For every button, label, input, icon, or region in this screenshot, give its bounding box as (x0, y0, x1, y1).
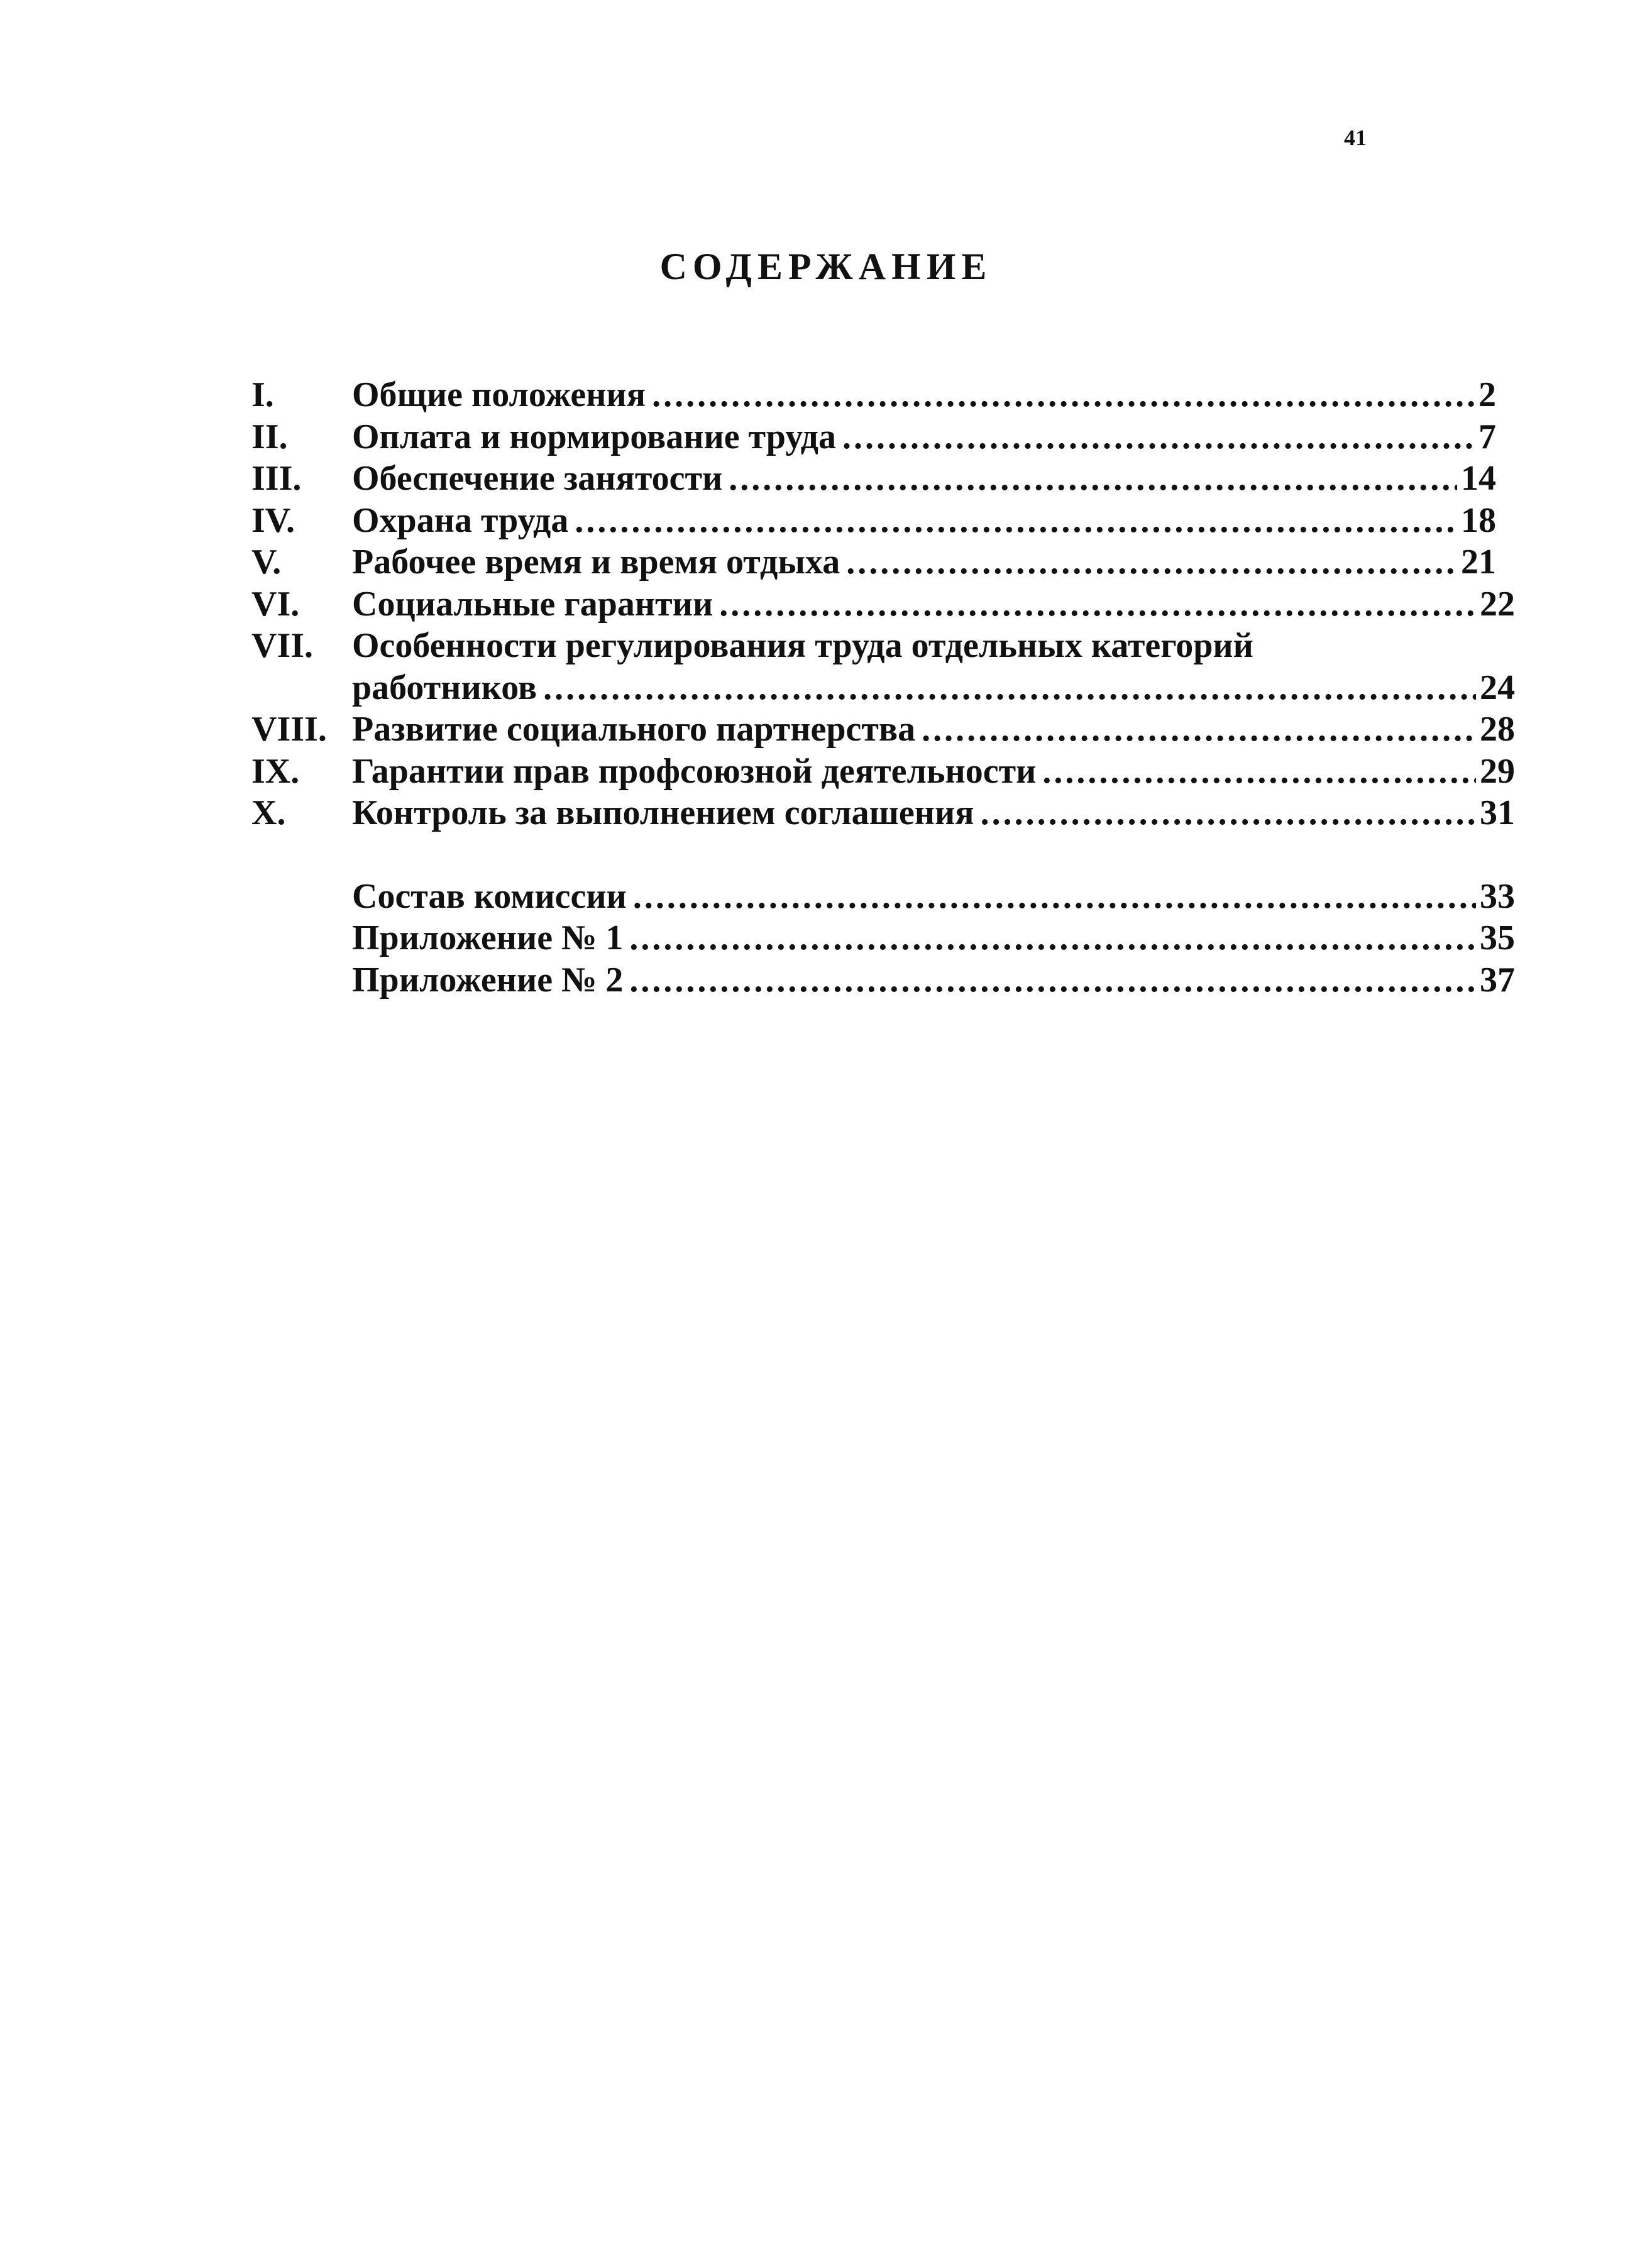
section-title: Контроль за выполнением соглашения (352, 793, 974, 832)
toc-entry (352, 500, 1496, 542)
toc-row (251, 708, 1515, 751)
dot-leader (633, 876, 1476, 918)
appendix-title: Приложение № 2 (352, 960, 624, 1000)
toc-entry (352, 416, 1496, 458)
toc-row (251, 583, 1515, 626)
toc-entry (352, 458, 1496, 500)
section-numeral: X. (251, 793, 286, 832)
toc-entry (352, 708, 1515, 751)
appendix-title: Состав комиссии (352, 876, 627, 916)
section-numeral: VIII. (251, 710, 327, 749)
toc-entry (352, 876, 1515, 918)
page-title: СОДЕРЖАНИЕ (659, 246, 993, 287)
toc-entry (352, 374, 1496, 416)
toc-row (251, 751, 1515, 793)
section-numeral: VI. (251, 584, 300, 624)
dot-leader (846, 541, 1457, 583)
toc-row (251, 625, 1515, 667)
section-page: 2 (1479, 375, 1496, 414)
toc-entry (352, 667, 1515, 709)
dot-leader (981, 792, 1476, 834)
dot-leader (922, 708, 1476, 751)
toc-row (251, 458, 1515, 500)
toc-entry (352, 583, 1515, 626)
section-numeral: V. (251, 543, 282, 582)
dot-leader (1042, 751, 1476, 793)
section-title: Рабочее время и время отдыха (352, 543, 840, 582)
toc-entry (352, 541, 1496, 583)
dot-leader (729, 458, 1457, 500)
section-numeral: I. (251, 375, 274, 414)
dot-leader (719, 583, 1476, 626)
section-page: 22 (1480, 584, 1515, 624)
spacer (251, 834, 1515, 876)
toc-row (251, 374, 1515, 416)
toc-row (251, 917, 1515, 959)
section-numeral: II. (251, 417, 288, 456)
section-title: Гарантии прав профсоюзной деятельности (352, 751, 1037, 791)
section-page: 21 (1461, 543, 1496, 582)
toc-row (251, 416, 1515, 458)
section-title: Особенности регулирования труда отдельных категорий (352, 626, 1253, 665)
section-title: Обеспечение занятости (352, 459, 723, 498)
dot-leader (543, 667, 1476, 709)
appendix-page: 35 (1480, 918, 1515, 957)
toc-entry (352, 792, 1515, 834)
toc-entry (352, 625, 1515, 667)
toc-row (251, 541, 1515, 583)
section-numeral: IX. (251, 751, 300, 791)
section-numeral: VII. (251, 626, 314, 665)
appendix-title: Приложение № 1 (352, 918, 624, 957)
section-title-continuation: работников (352, 668, 537, 707)
dot-leader (652, 374, 1475, 416)
section-title: Социальные гарантии (352, 584, 713, 624)
toc-entry (352, 959, 1515, 1001)
toc-entry (352, 751, 1515, 793)
appendix-page: 33 (1480, 876, 1515, 916)
appendix-page: 37 (1480, 960, 1515, 1000)
table-of-contents (251, 374, 1515, 1001)
dot-leader (842, 416, 1475, 458)
section-numeral: III. (251, 459, 302, 498)
section-page: 18 (1461, 500, 1496, 540)
section-page: 7 (1479, 417, 1496, 456)
dot-leader (629, 959, 1476, 1001)
section-title: Оплата и нормирование труда (352, 417, 836, 456)
section-page: 24 (1480, 668, 1515, 707)
dot-leader (575, 500, 1457, 542)
section-title: Общие положения (352, 375, 646, 414)
toc-row-continuation (251, 667, 1515, 709)
section-title: Развитие социального партнерства (352, 710, 916, 749)
section-page: 28 (1480, 710, 1515, 749)
page-number: 41 (1344, 125, 1367, 150)
section-page: 31 (1480, 793, 1515, 832)
section-numeral: IV. (251, 500, 295, 540)
toc-row (251, 792, 1515, 834)
toc-row (251, 876, 1515, 918)
section-page: 29 (1480, 751, 1515, 791)
section-title: Охрана труда (352, 500, 569, 540)
section-page: 14 (1461, 459, 1496, 498)
toc-row (251, 500, 1515, 542)
dot-leader (629, 917, 1476, 959)
toc-row (251, 959, 1515, 1001)
toc-entry (352, 917, 1515, 959)
